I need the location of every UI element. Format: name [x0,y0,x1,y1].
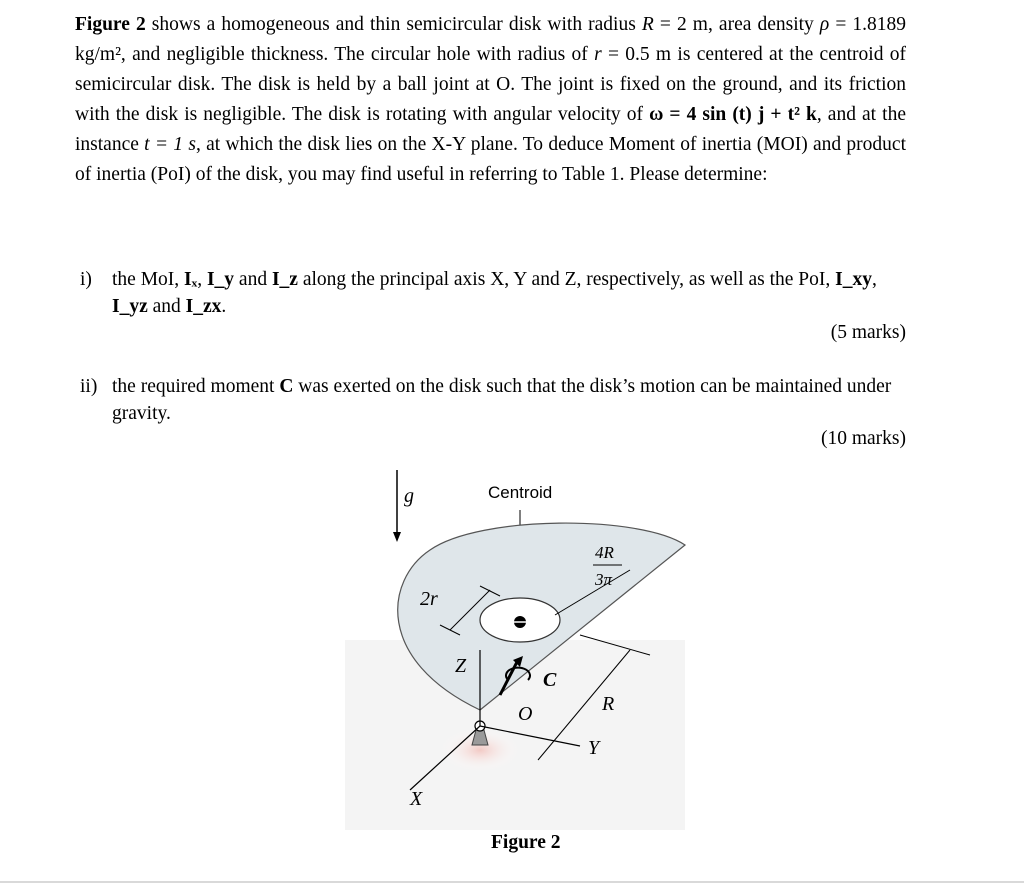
question-1-text: the MoI, Iₓ, I_y and I_z along the principal axis X, Y and Z, respectively, as well as the PoI, I_xy, I_yz and I_zx. [112,269,877,317]
moment-label: C [543,669,557,691]
angular-velocity-equation: ω = 4 sin (t) j + t² k [649,104,817,125]
question-2-text: the required moment C was exerted on the disk such that the disk’s motion can be maintained under gravity. [112,376,892,424]
origin-label: O [518,703,533,725]
y-axis-label: Y [588,737,600,759]
z-axis-label: Z [455,655,467,677]
radius-label: R [602,693,615,715]
page-divider [0,881,1024,883]
centroid-distance-numerator: 4R [595,543,614,562]
x-axis-label: X [410,788,423,810]
figure-2-diagram [340,460,700,830]
figure-caption: Figure 2 [491,832,561,853]
problem-statement: Figure 2 shows a homogeneous and thin semicircular disk with radius R = 2 m, area density ρ = 1.8189 kg/m², and negligible thickness. The circular hole with radius of r = 0.5 m is centered at the centroid of semicircular disk. The disk is held by a ball joint at O. The joint is fixed on the ground, and its friction with the disk is negligible. The disk is rotating with angular velocity of ω = 4 sin (t) j + t² k, and at the instance t = 1 s, at which the disk lies on the X-Y plane. To deduce Moment of inertia (MOI) and product of inertia (PoI) of the disk, you may find useful in referring to Table 1. Please determine: [75,14,907,185]
question-2-number: ii) [80,376,98,397]
hole-diameter-label: 2r [420,588,438,610]
centroid-distance-denominator: 3π [595,570,613,589]
question-2-marks: (10 marks) [820,428,906,449]
question-1-number: i) [80,269,92,290]
gravity-arrowhead-icon [393,532,401,542]
gravity-label: g [404,485,414,507]
figure-reference: Figure 2 [75,14,146,35]
question-1-marks: (5 marks) [830,322,906,343]
time-instance: t = 1 s [144,134,196,155]
centroid-label: Centroid [488,483,553,502]
